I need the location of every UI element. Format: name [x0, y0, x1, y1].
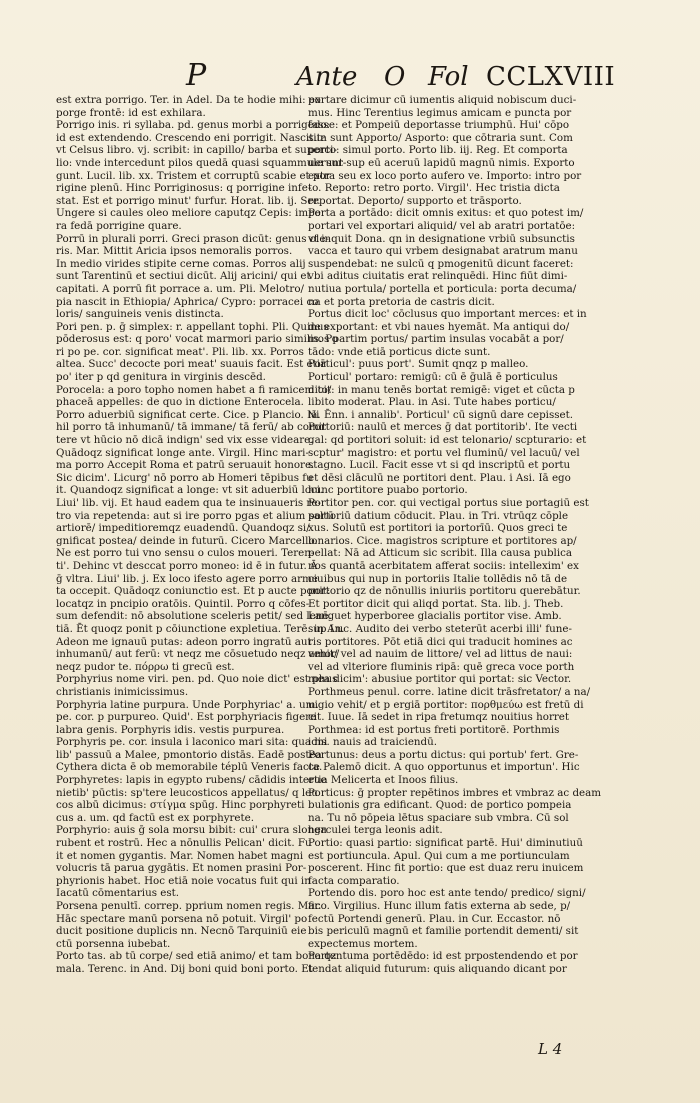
text-line: suspendebat: ne sulcū q pmogenitū dicunt faceret: [308, 257, 574, 270]
text-line: Porsena penultī. correp. pprium nomen regis. Mar. [56, 900, 322, 912]
text-line: In medio virides stipite cerne comas. Porros alij [56, 257, 306, 270]
text-line: cit. Iuue. Iā sedet in ripa fretumqz nouitius horret [308, 711, 570, 724]
text-line: lonarios. Cice. magistros scripture et portitores ap/ [308, 534, 577, 547]
text-line: cus a. um. qd factū est ex porphyrete. [56, 811, 255, 824]
text-line: ducit positione duplicis nn. Necnō Tarquiniū eie [56, 925, 307, 938]
text-line: Portendo dis. poro hoc est ante tendo/ predico/ signi/ [308, 887, 586, 900]
text-line: poscerent. Hinc fit portio: que est duaz reru inuicem [308, 862, 584, 875]
text-line: porto: simul porto. Porto lib. iij. Reg. Et comporta [308, 144, 568, 157]
text-line: herculei terga leonis adit. [308, 824, 443, 837]
text-line: vel ad vlteriore fluminis ripā: quē greca voce porth [308, 660, 575, 673]
text-line: nietib' pūctis: sp'tere leucosticos appellatus/ q leu [56, 786, 318, 799]
text-line: ti'. Dehinc vt desccat porro moneo: id ē in futur. Ā [56, 559, 318, 572]
text-line: Porticul': puus port'. Sumit qnqz p malleo. [308, 358, 529, 371]
header-letter-o: O [384, 62, 406, 92]
text-line: ḡ vltra. Liui' lib. j. Ex loco ifesto agere porro arme [56, 572, 318, 585]
text-line: uigio vehit/ et p ergiā portitor: πορθμεύω est fretū di [308, 698, 584, 711]
text-line: Porthmea: id est portus freti portitorē. Porthmis [308, 723, 560, 736]
running-header [0, 58, 700, 98]
text-line: libito moderat. Plau. in Asi. Tute habes porticu/ [308, 396, 556, 409]
signature-mark: L 4 [538, 1040, 563, 1058]
text-line: cos albū dicimus: στίγμα spūg. Hinc porphyreti [56, 799, 305, 812]
text-line: mala. Terenc. in And. Dij boni quid boni porto. Et [56, 962, 313, 975]
text-line: sunt Tarentinū et sectiui dicūt. Alij aricini/ qui et [56, 270, 311, 283]
text-line: locatqz in pncipio oratōis. Quintil. Porro q cōfes- [56, 597, 310, 610]
text-line: xus. Solutū est portitori ia portorīū. Quos greci te [308, 522, 568, 535]
text-line: Porta a portādo: dicit omnis exitus: et quo potest im/ [308, 207, 584, 220]
text-line: fectū Portendi generū. Plau. in Cur. Eccastor. nō [308, 912, 561, 925]
text-line: gunt. Lucil. lib. xx. Tristem et corruptū scabie et por [56, 169, 331, 182]
text-line: uerunt sup eū aceruū lapidū magnū nimis. Exporto [308, 156, 575, 169]
text-line: Sic dicim'. Licurg' nō porro ab Homeri tēpibus fu [56, 471, 313, 484]
text-line: Porphyrio: auis ḡ sola morsu bibit: cui' crura slonga [56, 824, 327, 837]
text-line: rigine plenū. Hinc Porriginosus: q porrigine infe- [56, 182, 312, 195]
text-line: expectemus mortem. [308, 937, 418, 950]
left-text-column [56, 94, 347, 976]
text-line: mos partim portus/ partim insulas vocabāt a por/ [308, 333, 564, 346]
text-line: de exportant: et vbi naues hyemāt. Ma antiqui do/ [308, 320, 570, 333]
text-line: pia nascit in Ethiopia/ Aphrica/ Cypro: porracei co [56, 295, 319, 308]
text-line: fico. Virgilius. Hunc illum fatis externa ab sede, p/ [308, 900, 571, 912]
text-line: Portentuma portēdēdo: id est prpostendendo et por [308, 950, 578, 963]
header-word-ante: Ante [296, 62, 358, 92]
text-line: facta comparatio. [308, 874, 400, 887]
text-line: tendat aliquid futurum: quis aliquando dicant por [308, 962, 567, 975]
right-text-column [308, 94, 602, 976]
text-line: inhumanū/ aut ferū: vt neqz me cōsuetudo neqz amor/ [56, 648, 340, 661]
text-line: gnificat postea/ deinde in futurū. Cicero Marcello. [56, 534, 318, 547]
text-line: pōderosus est: q poro' vocat marmori pario similis. Po [56, 333, 338, 346]
text-line: Portunus: deus a portu dictus: qui portub' fert. Gre- [308, 748, 579, 761]
text-line: pe. cor. p purpureo. Quid'. Est porphyriacis figere [56, 711, 317, 724]
text-line: vbi aditus ciuitatis erat relinquēdi. Hinc fiūt dimi- [308, 270, 568, 283]
text-line: Porticul' portaro: remigū: cū ē ḡulā ē porticulus [308, 371, 558, 384]
text-line: pellat: Nā ad Atticum sic scribit. Illa causa publica [308, 547, 573, 560]
text-line: Quādoqz significat longe ante. Virgil. Hinc mari- [56, 446, 309, 459]
text-line: stat. Est et porrigo minut' furfur. Horat. lib. ij. Ser. [56, 194, 321, 207]
text-line: na. Tu nō pōpeia lētus spaciare sub vmbra. Cū sol [308, 811, 569, 824]
text-line: sita sunt Apporto/ Asporto: que cōtraria sunt. Com [308, 131, 573, 144]
text-line: Pori pen. p. ḡ simplex: r. appellant tophi. Pli. Quinus [56, 320, 329, 333]
text-line: Porthmeus penul. corre. latine dicit trāsfretator/ a na/ [308, 685, 591, 698]
text-line: Porticus: ḡ propter repētinos imbres et vmbraz ac deam [308, 786, 602, 799]
text-line: vehit/ vel ad nauim de littore/ vel ad littus de naui: [308, 648, 573, 661]
text-line: est portiuncula. Apul. Qui cum a me portiunculam [308, 849, 570, 862]
text-line: vacca et tauro qui vrbem designabat aratrum manu [308, 245, 578, 258]
text-line: ris. Mar. Mittit Aricia ipsos nemoralis porros. [56, 245, 293, 258]
text-line: it. Quandoqz significat a longe: vt sit aduerbiū loci. [56, 484, 324, 497]
text-line: po' iter p qd genitura in virginis descēd. [56, 371, 266, 384]
text-line: to. Reporto: retro porto. Virgil'. Hec tristia dicta [308, 182, 560, 195]
text-line: ctū porsenna iubebat. [56, 937, 171, 950]
text-line: ris portitores. Pōt etiā dici qui traducit homines ac [308, 635, 573, 648]
text-line: ra fedā porrigine quare. [56, 219, 182, 232]
text-line: portari vel exportari aliquid/ vel ab aratri portatōe: [308, 219, 576, 232]
text-line: tro via repetenda: aut si ire porro pgas et alium saltū [56, 509, 335, 522]
text-line: ce Palemō dicit. A quo opportunus et importun'. Hic [308, 761, 580, 774]
text-line: Portoriū: naulū et merces ḡ dat portitorib'. Ite vecti [308, 421, 578, 434]
text-line: Porrū in plurali porri. Greci prason dicūt: genus ole- [56, 232, 329, 245]
text-line: Liui' lib. vij. Et haud eadem qua te insinuaueris re- [56, 497, 321, 509]
text-line: Porphyrius nome viri. pen. pd. Quo noie dict' est phus [56, 673, 338, 686]
header-letter-p: P [186, 58, 207, 93]
text-line: id est extendendo. Crescendo eni porrigit. Nascitur [56, 131, 325, 144]
text-line: Languet hyperboree glacialis portitor vise. Amb. [308, 610, 562, 623]
text-line: Ungere si caules oleo meliore caputqz Cepis: impe [56, 207, 321, 220]
text-line: sup Luc. Audito dei verbo steterūt acerbi illi' fune- [308, 622, 572, 635]
text-line: vt inquit Dona. qn in designatione vrbiū subsunctis [308, 232, 575, 245]
text-line: Porto tas. ab tū corpe/ sed etiā animo/ et tam bona qz [56, 950, 337, 963]
text-line: Porphyris pe. cor. insula i laconico mari sita: qua mi [56, 736, 328, 749]
text-line: hunc portitore puabo portorio. [308, 484, 468, 497]
text-line: neqz pudor te. πόρρω ti grecū est. [56, 660, 235, 673]
text-line: capitati. A porrū fit porrace a. um. Pli. Melotro/ [56, 282, 305, 295]
text-line: ciuibus qui nup in portoriis Italie tollēdis nō tā de [308, 572, 568, 585]
text-line: Portio: quasi partio: significat partē. Hui' diminutiuū [308, 837, 583, 850]
folio-number: CCLXVIII [486, 62, 616, 92]
text-line: Cythera dicta ē ob memorabile téplū Veneris facta. [56, 761, 323, 774]
text-line: mea dicim': abusiue portitor qui portat: sic Vector. [308, 673, 572, 686]
text-line: Porro aduerbiū significat certe. Cice. p Plancio. Ni [56, 408, 320, 421]
text-line: gal: qd portitori soluit: id est telonario/ scpturario: et [308, 434, 587, 447]
text-line: Porrigo inis. ri syllaba. pd. genus morbi a porrigēdo: [56, 119, 331, 132]
text-line: lio: vnde intercedunt pilos quedā quasi squammule sur- [56, 156, 347, 169]
text-line: phyrionis habet. Hoc etiā noie vocatus fuit qui in [56, 874, 311, 887]
text-line: nutiua portula/ portella et porticula: porta decuma/ [308, 282, 577, 295]
text-line: Adeon me ignauū putas: adeon porro ingratū aut [56, 635, 312, 648]
text-line: artiorē/ impeditioremqz euadendū. Quandoqz si/ [56, 522, 310, 535]
text-line: loris/ sanguineis venis distincta. [56, 308, 224, 321]
text-line: lib' passuū a Malee, pmontorio distās. Eadē postea [56, 748, 322, 761]
text-line: portorio qz de nōnullis iniuriis portitoru querebātur. [308, 585, 581, 598]
text-line: tasse: et Pompeiū deportasse triumphū. Hui' cōpo [308, 119, 570, 132]
header-fol: Fol [428, 62, 469, 92]
text-line: Hāc spectare manū porsena nō potuit. Virgil' po [56, 912, 308, 925]
text-line: ma porro Accepit Roma et patrū seruauit honore. [56, 459, 315, 472]
text-line: Porphyria latine purpura. Unde Porphyriac' a. um. [56, 698, 319, 711]
text-line: tere vt hūcio nō dicā indign' sed vix esse videare. [56, 434, 314, 447]
text-line: bulationis gra edificant. Quod: de portico pompeia [308, 799, 572, 812]
text-line: Porocela: a poro topho nomen habet a fi ramicem to/ [56, 383, 332, 396]
text-line: Iacatū cōmentarius est. [56, 887, 180, 900]
text-line: it et nomen gygantis. Mar. Nomen habet magni [56, 849, 304, 862]
text-line: Et portitor dicit qui aliqd portat. Sta. lib. j. Theb. [308, 597, 564, 610]
text-line: christianis inimicissimus. [56, 685, 189, 698]
text-line: ri po pe. cor. significat meat'. Pli. lib. xx. Porros [56, 345, 304, 358]
text-line: et dēsi clāculū ne portitori dent. Plau. i Asi. Iā ego [308, 471, 571, 484]
text-line: porge frontē: id est exhilara. [56, 106, 206, 119]
text-line: rubent et rostrū. Hec a nōnullis Pelican' dicit. Fu [56, 837, 312, 850]
text-line: dicit: in manu tenēs bortat remigē: viget et cūcta p [308, 383, 575, 396]
text-line: Porphyretes: lapis in egypto rubens/ cādidis interue [56, 774, 327, 787]
text-line: sum defendit: nō absolutione sceleris petit/ sed lenē. [56, 610, 332, 623]
text-line: altea. Succ' decocte pori meat' suauis facit. Est etiā [56, 358, 327, 371]
text-line: est extra porrigo. Ter. in Adel. Da te hodie mihi: ex [56, 94, 321, 106]
text-line: vt Celsus libro. vj. scribit: in capillo/ barba et superci- [56, 144, 337, 157]
text-line: nos quantā acerbitatem afferat sociis: intellexim' ex [308, 559, 579, 572]
text-line: hil porro tā inhumanū/ tā immane/ tā ferū/ ab comit [56, 421, 327, 434]
text-line: extra seu ex loco porto aufero ve. Importo: intro por [308, 169, 582, 182]
text-line: labra genis. Porphyris idis. vestis purpurea. [56, 723, 285, 736]
text-line: Portus dicit loc' cōclusus quo important merces: et in [308, 308, 587, 321]
text-line: Ne est porro tui vno sensu o culos moueri. Teren- [56, 547, 315, 560]
text-line: portare dicimur cū iumentis aliquid nobiscum duci- [308, 94, 577, 106]
text-line: tādo: vnde etiā porticus dicte sunt. [308, 345, 491, 358]
text-line: volucris tā parua gygātis. Et nomen prasini Por- [56, 862, 307, 875]
text-line: reportat. Deporto/ supporto et trāsporto. [308, 194, 522, 207]
text-line: Portitor pen. cor. qui vectigal portus siue portagiū est [308, 497, 589, 509]
text-line: tiā. Ēt quoqz ponit p cōiunctione expletiua. Terē. in An. [56, 622, 345, 635]
text-line: idis. nauis ad traiciendū. [308, 736, 438, 749]
text-line: na et porta pretoria de castris dicit. [308, 295, 495, 308]
text-line: lā. Ēnn. i annalib'. Porticul' cū signū dare cepisset. [308, 408, 574, 421]
text-line: portoriū datium cōducit. Plau. in Tri. vtrūqz cōple [308, 509, 569, 522]
text-line: scptur' magistro: et portu vel fluminū/ vel lacuū/ vel [308, 446, 580, 459]
text-line: bis periculū magnū et familie portendit dementi/ sit [308, 925, 579, 938]
text-line: mus. Hinc Terentius legimus amicam e puncta por [308, 106, 572, 119]
text-line: phaceā appelles: de quo in dictione Enterocela. [56, 396, 304, 409]
text-line: ta occepit. Quādoqz coniunctio est. Et p aucte ponit: [56, 585, 331, 598]
text-line: stagno. Lucil. Facit esse vt si qd inscriptū et portu [308, 459, 571, 472]
text-line: etia Melicerta et Inoos filius. [308, 774, 459, 787]
